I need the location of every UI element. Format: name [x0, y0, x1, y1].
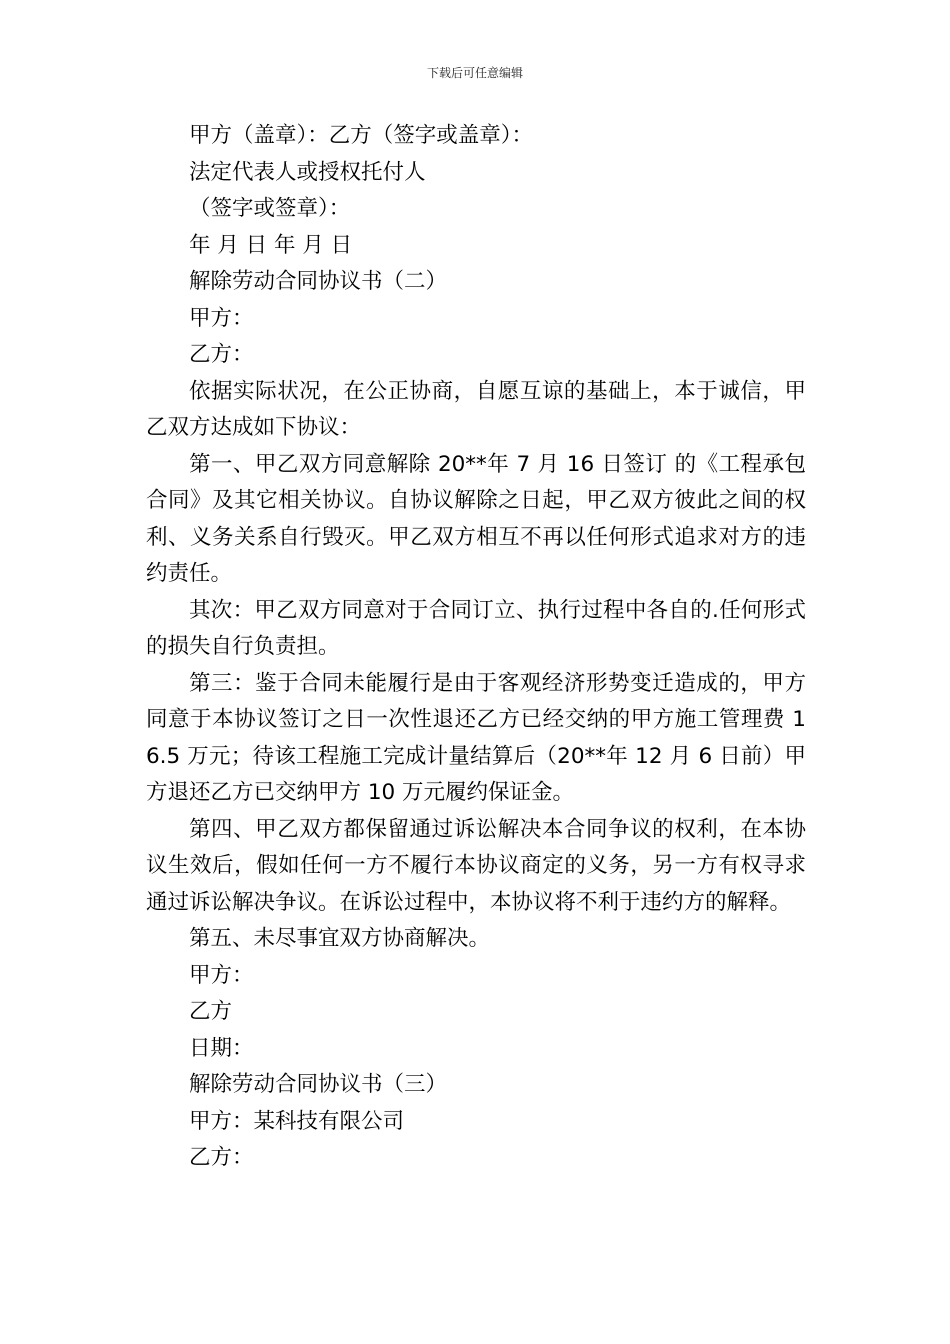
clause-4-paragraph: 第四、甲乙双方都保留通过诉讼解决本合同争议的权利，在本协议生效后，假如任何一方不履行本协议商定的义务，另一方有权寻求通过诉讼解决争议。在诉讼过程中，本协议将不利于违约方的解释。	[146, 816, 806, 915]
party-a-company: 甲方：某科技有限公司	[189, 1108, 405, 1134]
date-line: 年 月 日 年 月 日	[189, 232, 353, 258]
preamble-paragraph: 依据实际状况，在公正协商，自愿互谅的基础上，本于诚信，甲乙双方达成如下协议：	[146, 378, 806, 440]
agreement-title-3: 解除劳动合同协议书（三）	[189, 1072, 448, 1097]
signature-line-parties: 甲方（盖章）：乙方（签字或盖章）：	[189, 123, 534, 148]
party-b-label: 乙方：	[189, 342, 254, 367]
agreement-title-2: 解除劳动合同协议书（二）	[189, 269, 448, 294]
party-b-label-3: 乙方：	[189, 1145, 254, 1170]
party-a-signature-label: 甲方：	[189, 962, 254, 988]
date-label: 日期：	[189, 1035, 254, 1061]
clause-5-paragraph: 第五、未尽事宜双方协商解决。	[189, 926, 491, 951]
document-body	[146, 118, 806, 1177]
party-a-label: 甲方：	[189, 305, 254, 331]
clause-1-paragraph: 第一、甲乙双方同意解除 20**年 7 月 16 日签订 的《工程承包合同》及其它相关协议。自协议解除之日起，甲乙双方彼此之间的权利、义务关系自行毁灭。甲乙双方相互不再以任何形式追求对方的违约责任。	[146, 451, 806, 586]
clause-3-paragraph: 第三：鉴于合同未能履行是由于客观经济形势变迁造成的，甲方同意于本协议签订之日一次性退还乙方已经交纳的甲方施工管理费 16.5 万元；待该工程施工完成计量结算后（20**年 12 月 6 日前）甲方退还乙方已交纳甲方 10 万元履约保证金。	[146, 670, 806, 805]
page-header-note: 下载后可任意编辑	[426, 66, 523, 80]
signature-seal-line: （签字或签章）：	[189, 196, 351, 221]
legal-representative-line: 法定代表人或授权托付人	[189, 159, 426, 185]
clause-2-paragraph: 其次：甲乙双方同意对于合同订立、执行过程中各自的.任何形式的损失自行负责担。	[146, 597, 806, 659]
party-b-signature-label: 乙方	[189, 999, 233, 1024]
